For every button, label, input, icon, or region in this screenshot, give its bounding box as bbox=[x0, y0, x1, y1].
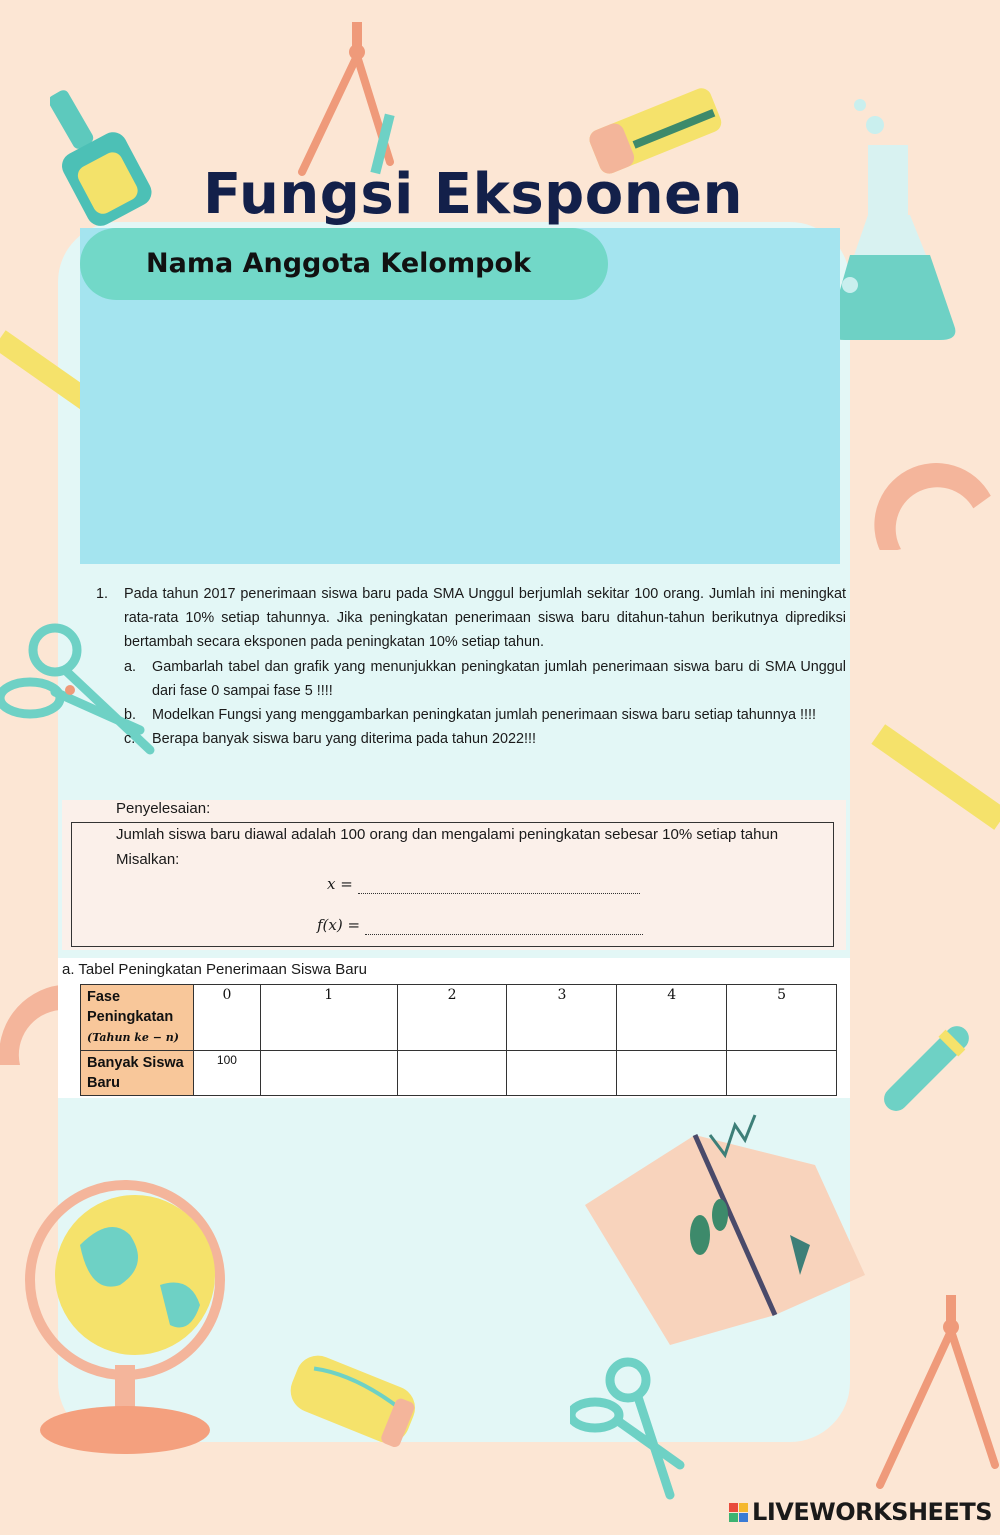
sub-question-label: a. bbox=[124, 658, 137, 675]
x-equation-label: x = bbox=[327, 875, 353, 893]
group-members-label: Nama Anggota Kelompok bbox=[80, 228, 608, 300]
sub-question-c bbox=[124, 727, 846, 751]
pencil-case-icon bbox=[285, 1345, 420, 1455]
students-input-cell[interactable] bbox=[397, 1051, 507, 1096]
page-title: Fungsi Eksponen bbox=[203, 162, 743, 227]
fx-answer-field[interactable] bbox=[365, 916, 643, 935]
question-number: 1. bbox=[96, 586, 109, 602]
phase-cell: 2 bbox=[397, 985, 507, 1051]
phase-header bbox=[81, 985, 194, 1051]
sub-question-label: c. bbox=[124, 731, 136, 748]
brand-logo-icon bbox=[729, 1503, 748, 1522]
brand-name: LIVEWORKSHEETS bbox=[752, 1498, 992, 1526]
protractor-icon bbox=[865, 440, 1000, 550]
fx-equation-label: f(x) = bbox=[317, 916, 361, 934]
table-row bbox=[81, 985, 837, 1051]
question-text: Pada tahun 2017 penerimaan siswa baru pada SMA Unggul berjumlah sekitar 100 orang. Jumlah ini meningkat rata-rata 10% setiap tahunnya. Jika peningkatan penerimaan siswa baru ditahun-tahun berikutnya diprediksi bertambah secara eksponen pada peningkatan 10% setiap tahun. bbox=[124, 586, 846, 651]
solution-line: Misalkan: bbox=[116, 851, 180, 868]
x-answer-field[interactable] bbox=[358, 875, 640, 894]
phase-cell: 4 bbox=[617, 985, 727, 1051]
compass-icon-bottom bbox=[870, 1295, 1000, 1495]
question-block bbox=[96, 582, 846, 751]
students-input-cell[interactable] bbox=[507, 1051, 617, 1096]
phase-cell: 1 bbox=[260, 985, 397, 1051]
sub-question-a bbox=[124, 655, 846, 703]
phase-header-sub: (Tahun ke − n) bbox=[87, 1031, 179, 1044]
table-title: a. Tabel Peningkatan Penerimaan Siswa Baru bbox=[62, 961, 367, 978]
fx-equation bbox=[317, 916, 643, 935]
pen-icon bbox=[860, 995, 1000, 1135]
sub-question-text: Modelkan Fungsi yang menggambarkan peningkatan jumlah penerimaan siswa baru setiap tahunnya !!!! bbox=[152, 707, 816, 724]
table-row bbox=[81, 1051, 837, 1096]
phase-cell: 0 bbox=[193, 985, 260, 1051]
sub-question-text: Gambarlah tabel dan grafik yang menunjukkan peningkatan jumlah penerimaan siswa baru di SMA Unggul dari fase 0 sampai fase 5 !!!! bbox=[152, 658, 846, 699]
x-equation bbox=[327, 875, 640, 894]
book-icon bbox=[575, 1095, 865, 1345]
brand-footer[interactable] bbox=[729, 1498, 992, 1526]
solution-label: Penyelesaian: bbox=[116, 800, 211, 817]
phase-cell: 5 bbox=[727, 985, 837, 1051]
sub-question-label: b. bbox=[124, 707, 137, 724]
students-input-cell[interactable] bbox=[260, 1051, 397, 1096]
sub-question-b bbox=[124, 703, 846, 727]
sub-question-text: Berapa banyak siswa baru yang diterima pada tahun 2022!!! bbox=[152, 731, 537, 748]
globe-icon bbox=[20, 1165, 230, 1460]
ruler-icon bbox=[0, 330, 90, 420]
students-header: Banyak Siswa Baru bbox=[81, 1051, 194, 1096]
students-cell: 100 bbox=[193, 1051, 260, 1096]
phase-header-label: Fase Peningkatan bbox=[87, 989, 174, 1025]
solution-box bbox=[71, 822, 834, 947]
solution-line: Jumlah siswa baru diawal adalah 100 orang dan mengalami peningkatan sebesar 10% setiap tahun bbox=[116, 826, 779, 843]
scissors-icon-bottom bbox=[570, 1355, 690, 1500]
students-input-cell[interactable] bbox=[617, 1051, 727, 1096]
students-input-cell[interactable] bbox=[727, 1051, 837, 1096]
ruler-icon-right bbox=[870, 720, 1000, 830]
growth-table bbox=[80, 984, 837, 1096]
phase-cell: 3 bbox=[507, 985, 617, 1051]
